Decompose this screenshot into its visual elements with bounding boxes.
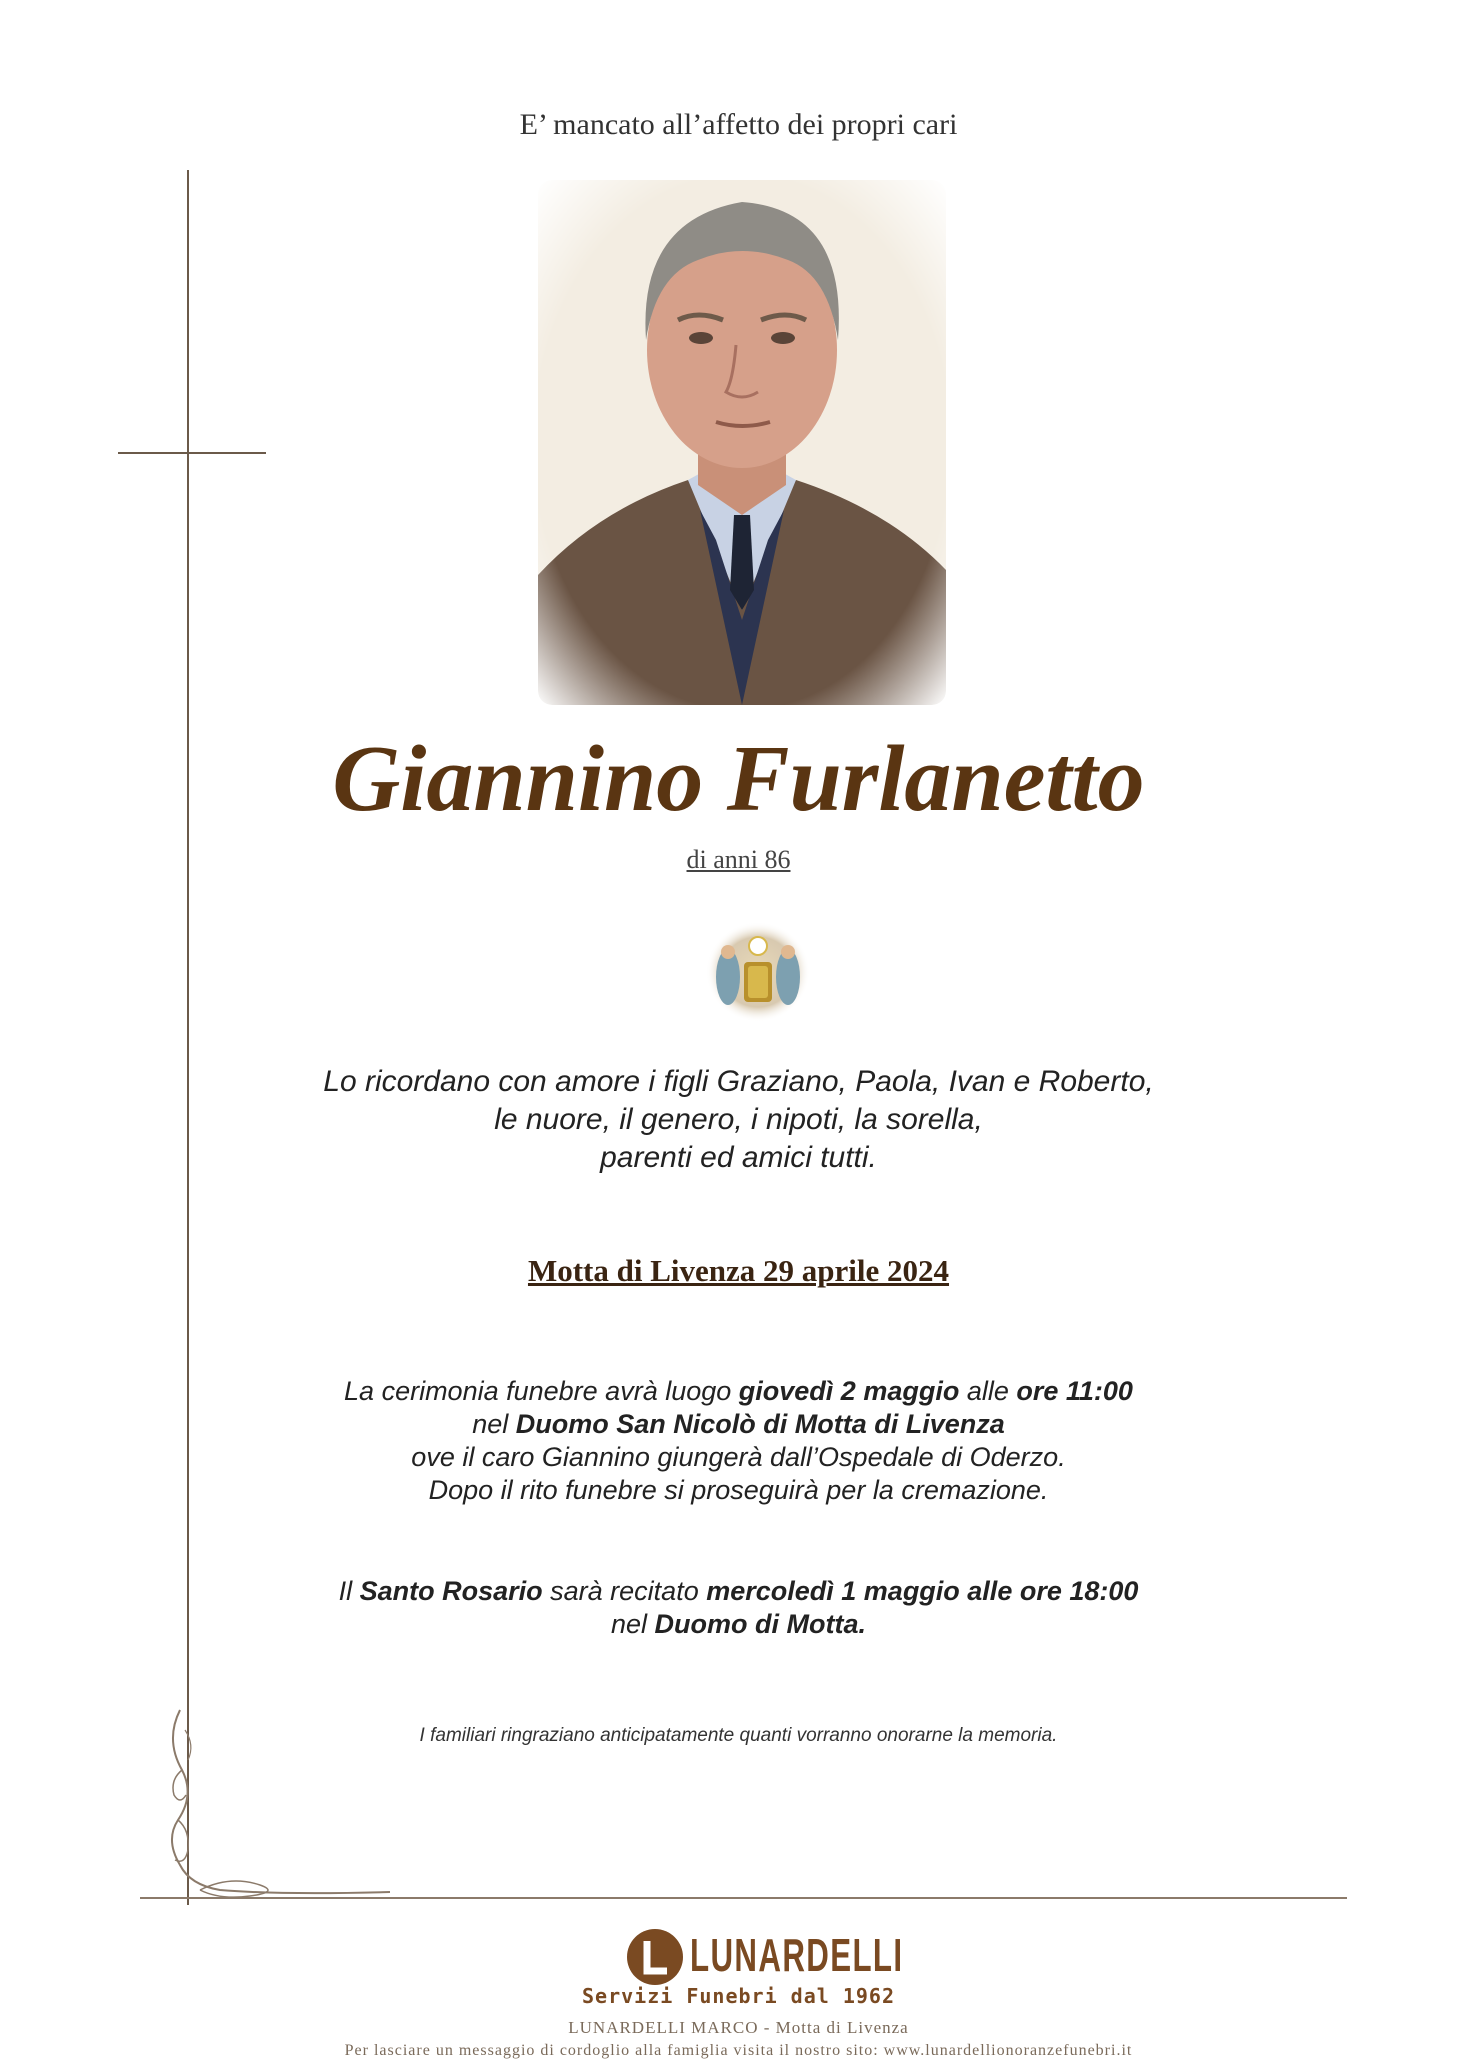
ceremony-line-4: Dopo il rito funebre si proseguirà per la cremazione.	[428, 1475, 1049, 1505]
logo-wordmark: LUNARDELLI	[690, 1929, 904, 1981]
rosary-text: nel	[610, 1609, 655, 1639]
footer-divider	[140, 1897, 1347, 1899]
deceased-name: Giannino Furlanetto	[332, 727, 1145, 831]
ceremony-church: Duomo San Nicolò di Motta di Livenza	[515, 1409, 1005, 1439]
remembrance-line-3: parenti ed amici tutti.	[600, 1141, 877, 1174]
rosary-text: Il	[338, 1576, 360, 1606]
rosary-church: Duomo di Motta.	[654, 1609, 866, 1639]
ceremony-info	[0, 1375, 1477, 1507]
portrait-photo	[538, 180, 946, 705]
cross-vertical-line	[187, 170, 189, 1905]
rosary-text: sarà recitato	[542, 1576, 707, 1606]
ceremony-time: ore 11:00	[1016, 1376, 1133, 1406]
decorative-flourish	[160, 1700, 400, 1920]
ceremony-text: La cerimonia funebre avrà luogo	[344, 1376, 739, 1406]
family-remembrance	[0, 1063, 1477, 1177]
ceremony-text: nel	[472, 1409, 516, 1439]
cross-horizontal-line	[118, 452, 266, 454]
company-line: LUNARDELLI MARCO - Motta di Livenza	[568, 2018, 909, 2037]
remembrance-line-2: le nuore, il genero, i nipoti, la sorella,	[494, 1103, 983, 1136]
ceremony-text: alle	[959, 1376, 1017, 1406]
rosary-line-1	[0, 1575, 1477, 1608]
ceremony-line-2	[0, 1408, 1477, 1441]
logo-subtitle: Servizi Funebri dal 1962	[582, 1984, 895, 2008]
ceremony-day: giovedì 2 maggio	[738, 1376, 960, 1406]
rosary-info	[0, 1575, 1477, 1641]
ceremony-line-1	[0, 1375, 1477, 1408]
age-label: di anni 86	[686, 845, 791, 874]
thanks-text: I familiari ringraziano anticipatamente quanti vorranno onorarne la memoria.	[419, 1725, 1058, 1746]
rosary-title: Santo Rosario	[359, 1576, 543, 1606]
place-date-label: Motta di Livenza 29 aprile 2024	[527, 1253, 950, 1288]
place-date	[0, 1253, 1477, 1289]
remembrance-line-1: Lo ricordano con amore i figli Graziano, Paola, Ivan e Roberto,	[323, 1065, 1154, 1098]
religious-emblem-image	[706, 922, 810, 1022]
rosary-line-2	[0, 1608, 1477, 1641]
intro-text: E’ mancato all’affetto dei propri cari	[519, 108, 958, 141]
condolence-message: Per lasciare un messaggio di cordoglio alla famiglia visita il nostro sito: www.lunardellionoranzefunebri.it	[344, 2042, 1133, 2059]
ceremony-line-3: ove il caro Giannino giungerà dall’Ospedale di Oderzo.	[411, 1442, 1066, 1472]
age-text	[0, 845, 1477, 875]
rosary-time: mercoledì 1 maggio alle ore 18:00	[706, 1576, 1139, 1606]
